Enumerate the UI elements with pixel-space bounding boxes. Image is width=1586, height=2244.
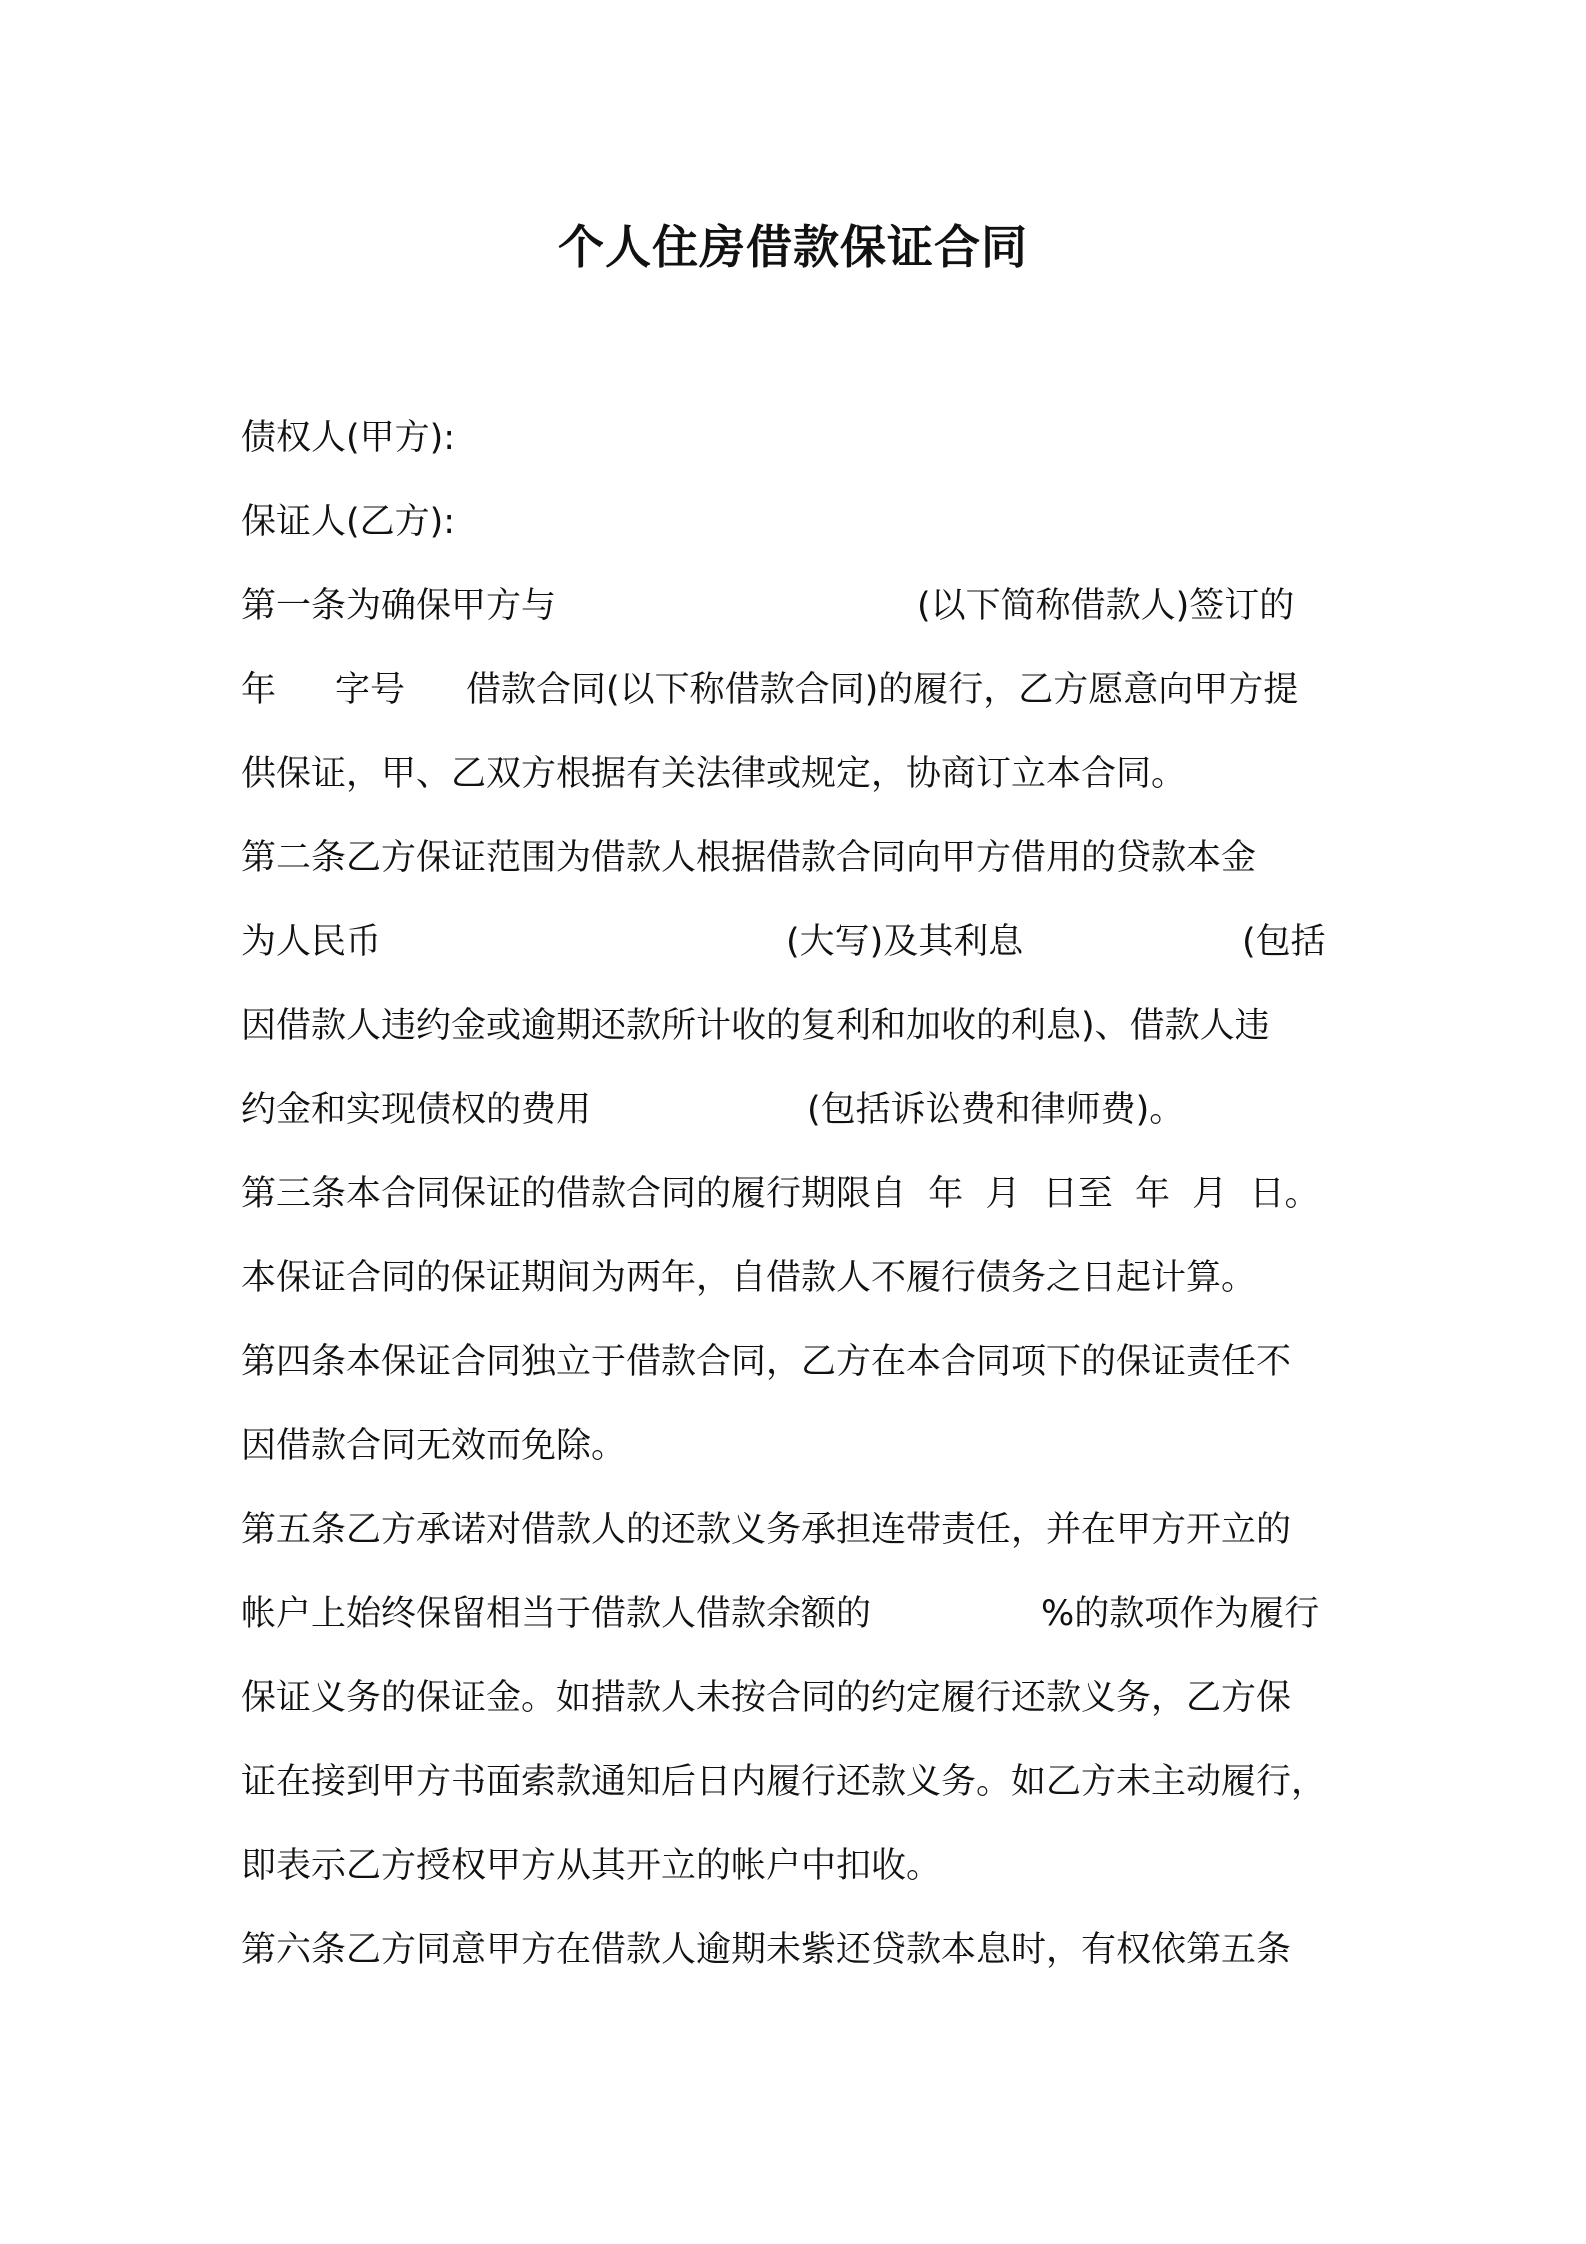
article6-line1: 第六条乙方同意甲方在借款人逾期未紫还贷款本息时，有权依第五条 [241, 1930, 1292, 1970]
article1-line2-rest: 借款合同(以下称借款合同)的履行，乙方愿意向甲方提 [466, 670, 1299, 710]
article2-line3: 因借款人违约金或逾期还款所计收的复利和加收的利息)、借款人违 [241, 1006, 1270, 1046]
article5-line2 [241, 1588, 1361, 1640]
article1-line1-b: (以下简称借款人)签订的 [917, 586, 1295, 626]
document-title: 个人住房借款保证合同 [558, 220, 1028, 274]
article1-line3: 供保证，甲、乙双方根据有关法律或规定，协商订立本合同。 [241, 754, 1187, 794]
article2-line4 [241, 1084, 1361, 1136]
creditor-line: 债权人(甲方): [241, 418, 456, 458]
article1-year: 年 [241, 670, 277, 710]
article5-line2-b: %的款项作为履行 [1041, 1594, 1320, 1634]
article5-line4: 证在接到甲方书面索款通知后日内履行还款义务。如乙方未主动履行， [241, 1762, 1327, 1802]
article5-line5: 即表示乙方授权甲方从其开立的帐户中扣收。 [241, 1846, 942, 1886]
article5-line2-a: 帐户上始终保留相当于借款人借款余额的 [241, 1594, 872, 1634]
article3-line2: 本保证合同的保证期间为两年，自借款人不履行债务之日起计算。 [241, 1258, 1257, 1298]
article4-line2: 因借款合同无效而免除。 [241, 1426, 627, 1466]
article1-line1-a: 第一条为确保甲方与 [241, 586, 557, 626]
guarantor-line: 保证人(乙方): [241, 502, 456, 542]
article2-line4-a: 约金和实现债权的费用 [241, 1090, 592, 1130]
article1-line1 [241, 580, 1361, 632]
article1-line2 [241, 664, 1361, 716]
article2-line2-c: (包括 [1242, 922, 1326, 962]
article5-line1: 第五条乙方承诺对借款人的还款义务承担连带责任，并在甲方开立的 [241, 1510, 1292, 1550]
article2-line2-b: (大写)及其利息 [786, 922, 1024, 962]
article5-line3: 保证义务的保证金。如措款人未按合同的约定履行还款义务，乙方保 [241, 1678, 1292, 1718]
article4-line1: 第四条本保证合同独立于借款合同，乙方在本合同项下的保证责任不 [241, 1342, 1292, 1382]
article1-zihao: 字号 [335, 670, 406, 710]
article2-line4-b: (包括诉讼费和律师费)。 [807, 1090, 1185, 1130]
article2-line2 [241, 916, 1361, 968]
article2-line2-a: 为人民币 [241, 922, 382, 962]
article3-line1: 第三条本合同保证的借款合同的履行期限自 年 月 日至 年 月 日。 [241, 1174, 1320, 1214]
article2-line1: 第二条乙方保证范围为借款人根据借款合同向甲方借用的贷款本金 [241, 838, 1257, 878]
